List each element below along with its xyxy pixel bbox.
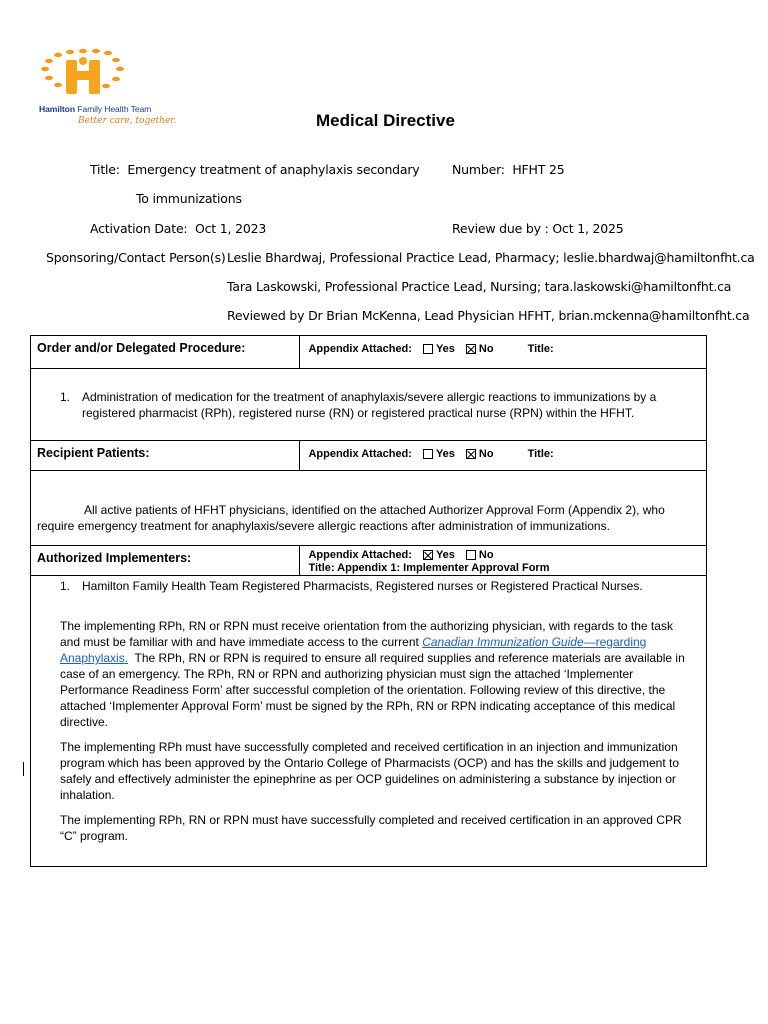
appendix-title: Title: Appendix 1: Implementer Approval Form (308, 562, 550, 574)
logo-organization-name: Hamilton Family Health Team (39, 104, 152, 114)
order-appendix: Appendix Attached: Yes No Title: (300, 336, 707, 369)
recipients-body (31, 471, 707, 546)
implementers-item: 1. Hamilton Family Health Team Registered Pharmacists, Registered nurses or Registered Practical Nurses. (60, 579, 643, 593)
cpr-paragraph: The implementing RPh, RN or RPN must have successfully completed and received certification in an approved CPR “C” program. (60, 813, 682, 843)
hfht-logo-mark (36, 48, 166, 104)
activation-date-field: Activation Date: Oct 1, 2023 (90, 221, 267, 236)
sponsor-line: Tara Laskowski, Professional Practice Lead, Nursing; tara.laskowski@hamiltonfht.ca (227, 279, 732, 294)
immunization-guide-link[interactable]: Canadian Immunization Guide—regarding Anaphylaxis. (60, 635, 647, 665)
certification-paragraph: The implementing RPh must have successfully completed and received certification in an injection and immunization program which has been approved by the Ontario College of Pharmacists (OCP) and has the skills and judgement to safely and effectively administer the epinephrine as per OCP guidelines on administering a substance by injection or inhalation. (60, 740, 679, 802)
title-field-continued: To immunizations (136, 191, 242, 206)
order-item: 1. Administration of medication for the treatment of anaphylaxis/severe allergic reactions to immunizations by a registered pharmacist (RPh), registered nurse (RN) or registered practical nurse (RPN) within the HFHT. (60, 390, 657, 420)
recipients-section-header (31, 441, 707, 471)
title-field: Title: Emergency treatment of anaphylaxis secondary (90, 162, 420, 177)
appendix-no-checkbox[interactable] (466, 449, 476, 459)
recipients-text: All active patients of HFHT physicians, identified on the attached Authorizer Approval Form (Appendix 2), who require emergency treatment for anaphylaxis/severe allergic reactions after administration of immunizations. (37, 503, 665, 533)
sponsor-line: Leslie Bhardwaj, Professional Practice Lead, Pharmacy; leslie.bhardwaj@hamiltonfht.ca (227, 250, 755, 265)
order-section-header (31, 336, 707, 369)
implementers-appendix: Appendix Attached: Yes No Title: Appendix 1: Implementer Approval Form (300, 546, 707, 576)
recipients-section-body (31, 471, 707, 546)
implementers-heading: Authorized Implementers: (31, 546, 300, 576)
sponsor-label: Sponsoring/Contact Person(s) (46, 250, 226, 265)
implementers-section-body (31, 576, 707, 867)
recipients-heading: Recipient Patients: (31, 441, 300, 471)
order-section-body (31, 369, 707, 441)
review-date-field: Review due by : Oct 1, 2025 (452, 221, 624, 236)
orientation-paragraph: The implementing RPh, RN or RPN must receive orientation from the authorizing physician, with regards to the task and must be familiar with and have immediate access to the current Canadian Immunization Guide—regarding Anaphylaxis. The RPh, RN or RPN is required to ensure all required supplies and reference materials are available in case of an emergency. The RPh, RN or RPN and authorizing physician must sign the attached ‘Implementer Performance Readiness Form’ after successful completion of the orientation. Following review of this directive, the attached ‘Implementer Approval Form’ must be signed by the RPh, RN or RPN indicating acceptance of this medical directive. (60, 619, 685, 729)
appendix-yes-checkbox[interactable] (423, 550, 433, 560)
order-heading: Order and/or Delegated Procedure: (31, 336, 300, 369)
text-cursor (23, 762, 24, 776)
appendix-no-checkbox[interactable] (466, 344, 476, 354)
appendix-yes-checkbox[interactable] (423, 344, 433, 354)
implementers-section-header (31, 546, 707, 576)
recipients-appendix: Appendix Attached: Yes No Title: (300, 441, 707, 471)
document-title: Medical Directive (316, 111, 455, 130)
number-field: Number: HFHT 25 (452, 162, 565, 177)
order-body (31, 369, 707, 441)
appendix-yes-checkbox[interactable] (423, 449, 433, 459)
appendix-no-checkbox[interactable] (466, 550, 476, 560)
sponsor-line: Reviewed by Dr Brian McKenna, Lead Physician HFHT, brian.mckenna@hamiltonfht.ca (227, 308, 750, 323)
implementers-body (31, 576, 707, 867)
logo-tagline: Better care, together. (78, 116, 177, 126)
hfht-logo (36, 48, 177, 130)
directive-table (30, 335, 707, 867)
